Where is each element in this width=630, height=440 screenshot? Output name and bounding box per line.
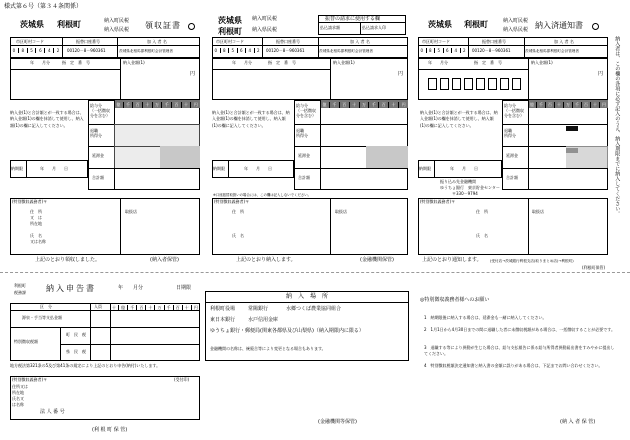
notice-payer-box <box>418 198 608 255</box>
notes-caption: (納 入 者 保 管) <box>560 419 596 425</box>
report-payer-4: 氏名又 <box>12 396 24 401</box>
mid-footer: 上記のとおり納入します。 <box>236 257 296 263</box>
places-row1-c: 水郷つくば農業協同組合 <box>286 306 342 312</box>
account-label-mid: 振替口座番号 <box>276 39 300 44</box>
account-number: 00120－8－960361 <box>67 48 106 53</box>
perforation-line <box>0 272 630 273</box>
report-header1: 利根町 <box>14 283 26 288</box>
places-title: 納 入 場 所 <box>286 293 329 300</box>
row-gokei-mid: 合計額 <box>298 175 310 180</box>
report-payer-1: (特別徴収義務者)〒 <box>12 377 48 382</box>
payer-pref: 納入県民税 <box>104 27 130 33</box>
instruction-text-mid: 納入金(1)と合計額とが一致する場合は、納入金額(1)の欄を抹消して使用し、納入額(1)の欄に記入してください。 <box>212 110 290 128</box>
account-number-notice: 00120－8－960361 <box>472 48 511 53</box>
payer-pref-mid: 納入県民税 <box>252 27 278 33</box>
row-taishoku-notice: 退職 所得分 <box>504 128 516 138</box>
notes-item-2: 2 1月1日から4月30日までの間に退職した者に未徴収税額がある場合は、一括徴収することが必要です。 <box>424 327 615 332</box>
payer-pref-notice: 納入県民税 <box>503 27 529 33</box>
yen-mark-mid: 円 <box>398 71 404 77</box>
report-category: 区 分 <box>40 304 52 309</box>
digit-units-notice: 億 千 百 十 万 千 百 十 円 <box>530 102 606 107</box>
report-submitter: 法 人 番 号 <box>40 409 65 415</box>
report-accept: (受付印) <box>174 377 190 382</box>
pref-name-notice: 茨城県 <box>428 20 452 29</box>
form-id: 様式第６号（第３４条関係） <box>4 3 83 10</box>
mid-caption: (金融機関保管) <box>360 257 394 263</box>
due-label-mid: 納期限 <box>213 166 225 171</box>
office-label-notice: 取扱店 <box>532 209 544 214</box>
stamp-title: 振替の請求に使用する欄 <box>325 16 381 22</box>
addr-label-notice: 住 所 <box>476 209 488 214</box>
places-caption: (金融機関等保管) <box>318 419 357 425</box>
holder-label-notice: 加 入 者 名 <box>554 39 574 44</box>
payer-header-notice: (特別徴収義務者)〒 <box>420 199 456 204</box>
year-month: 年 月分 <box>30 60 50 65</box>
report-row-1: 源泉・手当等支払金額 <box>22 315 62 320</box>
notice-footer2: (受付店→茨城銀行利根支店(取りまとめ店)→利根町) <box>490 258 574 263</box>
city-code-label-notice: 市区町村コード <box>422 39 450 44</box>
receipt-title: 領収証書 <box>145 21 181 30</box>
report-header2: 税務課 <box>14 290 26 295</box>
report-note: 地方税法第321条の5及び第41条の規定により上記のとおり申告(納付)いたします。 <box>10 363 161 368</box>
town-name-notice: 利根町 <box>464 20 488 29</box>
row-gokei-notice: 合計額 <box>506 175 518 180</box>
yen-mark-notice: 円 <box>598 71 604 77</box>
due-label-notice: 納期限 <box>419 166 431 171</box>
seal-circle <box>188 23 195 30</box>
due-date-mid: 年 月 日 <box>244 166 272 171</box>
account-holder-mid: 茨城県北相馬郡利根町会計管理者 <box>319 48 373 53</box>
report-title: 納入申告書 <box>46 284 96 293</box>
payer-header-mid: (特別徴収義務者)〒 <box>214 199 250 204</box>
instruction-text: 納入金(1)と合計額とが一致する場合は、納入金額(1)の欄を抹消して使用し、納入額(1)の欄に記入してください。 <box>10 110 84 128</box>
row-gokei: 合計額 <box>92 175 104 180</box>
notes-item-4: 4 特別徴収税額決定通知書と納入書の金額に誤りがある場合は、下記までお問い合わせください。 <box>424 363 603 368</box>
payer-town-notice: 納入町民税 <box>503 18 529 24</box>
report-people: 人員 <box>94 304 102 309</box>
due-date: 年 月 日 <box>40 166 68 171</box>
payee-line1: 振り込み先金融機関 <box>440 179 476 184</box>
row-taishoku-mid: 退職 所得分 <box>296 128 308 138</box>
places-row2-b: 水戸信用金庫 <box>248 317 279 323</box>
city-code-label-mid: 市区町村コード <box>216 39 244 44</box>
places-row1-a: 利根町役場 <box>210 306 236 312</box>
report-row-3: 県 民 税 <box>66 349 86 354</box>
addr-or: 又 は <box>30 215 42 220</box>
report-payer-2: 住所又は <box>12 384 28 389</box>
designation-label-notice: 指 定 番 号 <box>474 60 502 65</box>
mid-payer-box <box>212 198 408 255</box>
notice-footer: 上記のとおり通知します。 <box>422 257 482 263</box>
designation-label: 指 定 番 号 <box>62 60 90 65</box>
office-label-mid: 取扱店 <box>335 209 347 214</box>
year-month-mid: 年 月分 <box>232 60 252 65</box>
amount-label-notice: 納入金額(1) <box>531 60 553 65</box>
name-label: 氏 名 <box>30 233 42 238</box>
receipt-footer: 上記のとおり領収しました。 <box>35 257 101 263</box>
digit-units-mid: 億 千 百 十 万 千 百 十 円 <box>320 102 408 108</box>
account-number-mid: 00120－8－960361 <box>266 48 305 53</box>
city-code-digits-mid: 0 8 5 6 4 2 <box>212 48 262 53</box>
due-label: 納期限 <box>11 166 23 171</box>
name-label-notice: 氏 名 <box>476 233 488 238</box>
account-holder: 茨城県北相馬郡利根町会計管理者 <box>119 48 173 53</box>
payer-town-mid: 納入町民税 <box>252 16 278 22</box>
report-year: 年 月分 <box>118 285 144 291</box>
designation-label-mid: 指 定 番 号 <box>268 60 296 65</box>
amount-label: 納入金額(1) <box>123 60 145 65</box>
city-code-digits: 0 8 5 6 4 2 <box>10 48 62 53</box>
payer-town: 納入町民税 <box>104 18 130 24</box>
city-code-digits-notice: 0 8 5 6 4 2 <box>418 48 468 53</box>
places-row3: ゆうちょ銀行・郵便局(関東各都県及び山梨県)（納入期限内に限る） <box>210 328 364 334</box>
instruction-text-notice: 納入金(1)と合計額とが一致する場合は、納入金額(1)の欄を抹消して使用し、納入額(1)の欄に記入してください。 <box>420 110 498 128</box>
digit-units: 億 千 百 十 万 千 百 十 円 <box>114 102 200 108</box>
row-shokyu: 給与分 （一括徴収 分を含む） <box>90 103 110 118</box>
holder-label: 加 入 者 名 <box>147 39 167 44</box>
row-shokyu-mid: 給与分 （一括徴収 分を含む） <box>296 103 316 118</box>
amount-label-mid: 納入金額(1) <box>333 60 355 65</box>
addr-label-mid: 住 所 <box>232 209 244 214</box>
stamp-sub: 払込請求額 <box>320 25 340 30</box>
places-row1-b: 常陽銀行 <box>248 306 269 312</box>
payer-header: (特別徴収義務者)〒 <box>12 199 48 204</box>
seal-circle-notice <box>592 23 599 30</box>
report-payer-3: 所在地 <box>12 390 24 395</box>
pref-name-mid: 茨城県 <box>218 16 242 25</box>
stamp-sub2: 払込請求人印 <box>362 25 386 30</box>
mid-note: ※口座振替取扱いの場合には、この欄は記入しないでください。 <box>213 192 312 197</box>
account-label: 振替口座番号 <box>76 39 100 44</box>
report-due: 日期限 <box>176 285 192 291</box>
report-row-2: 町 民 税 <box>66 332 86 337</box>
report-digit-units: 十 億 千 百 十 万 千 百 十 円 <box>110 305 200 311</box>
place-label: 所在地 <box>30 221 42 226</box>
notes-item-3: 3 退職する等により異動が生じた場合は、給与支払報告に係る給与所得者異動届出書をすみやかに提出してください。 <box>424 345 615 356</box>
row-taishoku: 退職 所得分 <box>90 128 102 138</box>
report-payer-box <box>10 376 200 420</box>
notice-title: 納入済通知書 <box>535 21 583 30</box>
row-shokyu-notice: 給与分 （一括徴収 分を含む） <box>504 103 524 118</box>
notes-title: ◎特別徴収義務者様へのお願い <box>420 297 490 303</box>
row-entai-mid: 延滞金 <box>298 153 310 158</box>
city-code-label: 市区町村コード <box>16 39 44 44</box>
pref-name: 茨城県 <box>20 20 44 29</box>
account-label-notice: 振替口座番号 <box>482 39 506 44</box>
account-holder-notice: 茨城県北相馬郡利根町会計管理者 <box>525 48 579 53</box>
places-row2-a: 東日本銀行 <box>210 317 236 323</box>
receipt-keep: (納入者保管) <box>150 257 179 263</box>
receipt-payer-box <box>10 198 200 255</box>
payee-line3: 〒330－9794 <box>452 191 478 196</box>
town-name-mid: 利根町 <box>218 27 242 36</box>
yen-mark: 円 <box>190 71 196 77</box>
due-date-notice: 年 月 日 <box>450 166 478 171</box>
payee-line2: ゆうちょ銀行 東京貯金センター <box>440 185 500 190</box>
notice-side-note: 納入者は、この欄の各項に必ず記入のうえ、納入期限までに納入してください。 <box>614 36 621 216</box>
report-table <box>10 303 200 361</box>
town-name: 利根町 <box>57 20 81 29</box>
report-payer-5: は名称 <box>12 402 24 407</box>
report-tax-group: 特別徴収税額 <box>14 339 38 344</box>
report-caption: (利 根 町 保 管) <box>92 427 128 433</box>
name-or: 又は名称 <box>30 239 46 244</box>
addr-label: 住 所 <box>30 209 42 214</box>
office-label: 取扱店 <box>125 209 137 214</box>
row-entai: 延滞金 <box>92 153 104 158</box>
row-entai-notice: 延滞金 <box>506 153 518 158</box>
notes-item-1: 1 納期限後に納入する場合は、延滞金も一緒に納入してください。 <box>424 315 547 320</box>
holder-label-mid: 加 入 者 名 <box>350 39 370 44</box>
name-label-mid: 氏 名 <box>232 233 244 238</box>
notice-keep: (利根町保管) <box>582 265 606 270</box>
places-note: 金融機関の名称は、統廃合等により変更となる場合もあります。 <box>210 346 326 351</box>
year-month-notice: 年 月分 <box>428 60 448 65</box>
